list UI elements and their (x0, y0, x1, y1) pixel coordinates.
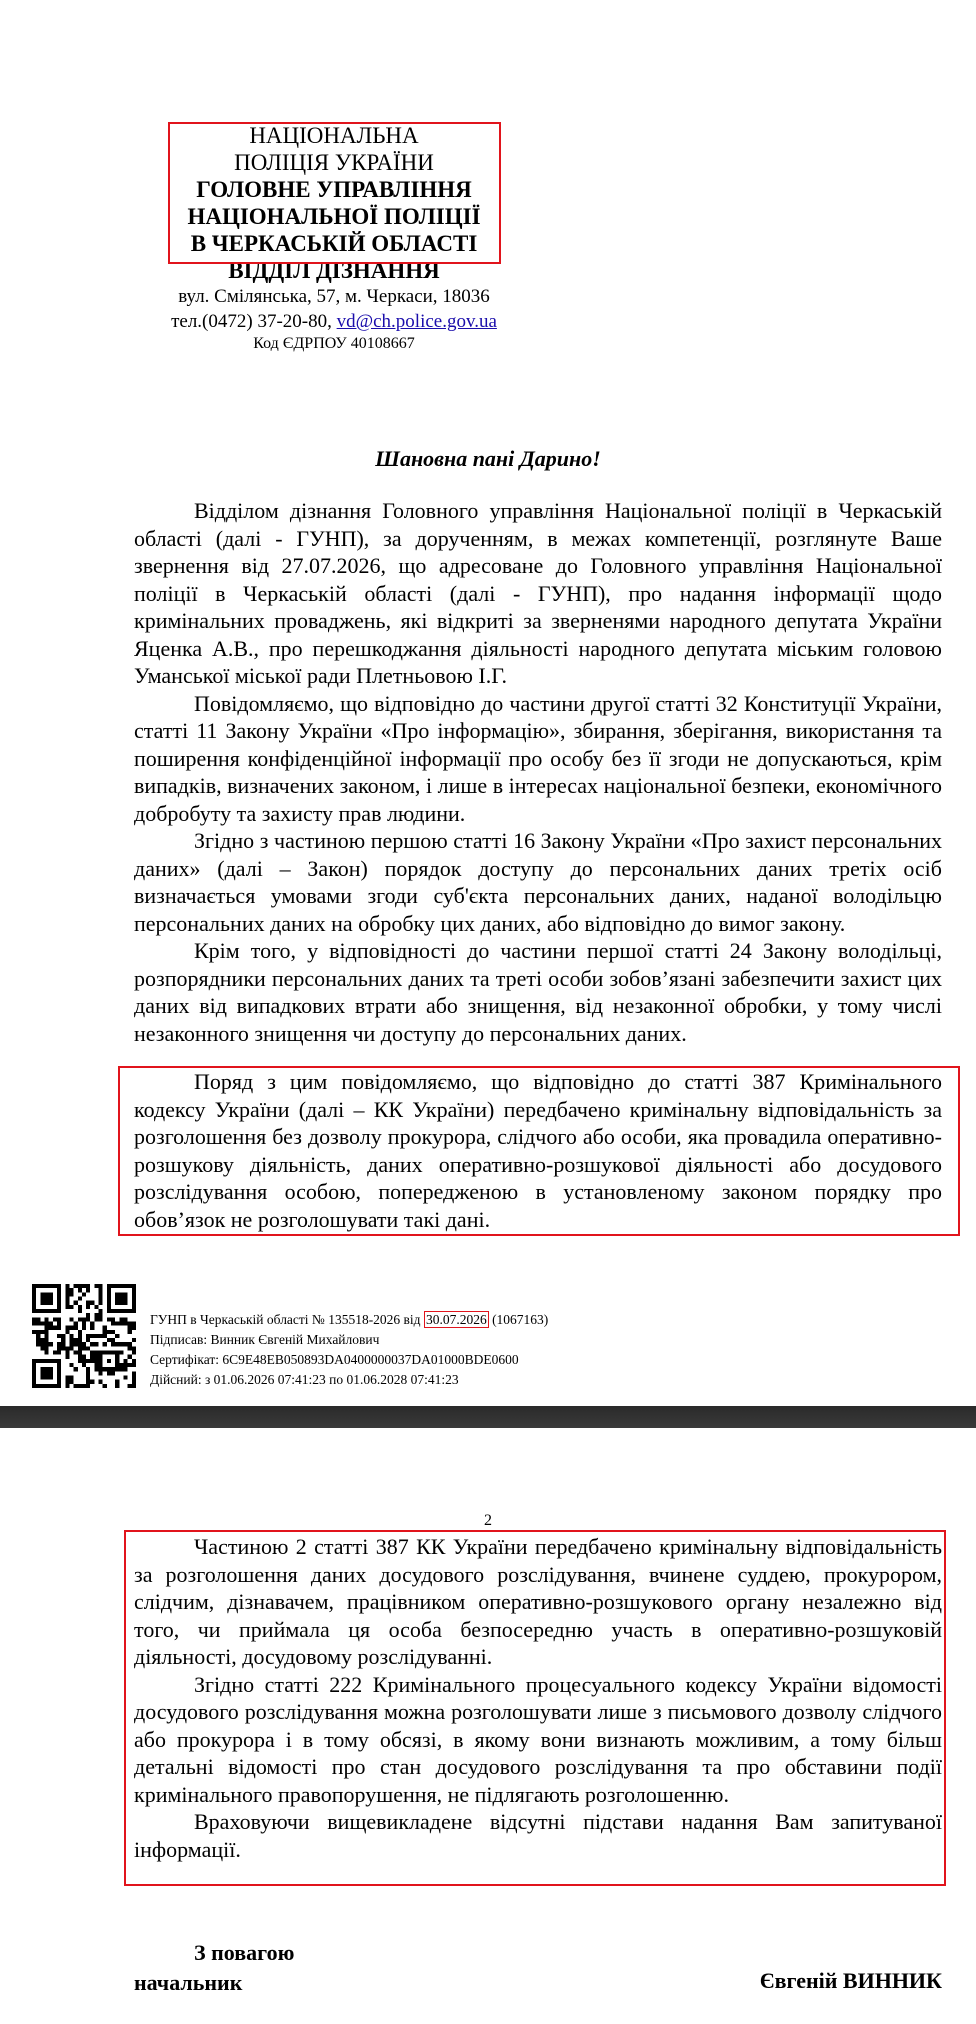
registration-date: 30.07.2026 (425, 1312, 487, 1327)
paragraph: Відділом дізнання Головного управління Національної поліції в Черкаській області (далі - ГУНП), за дорученням, в межах компетенції, розглянуте Ваше звернення від 27.07.2026, що адресоване до Головного управління Національної поліції в Черкаській області (далі - ГУНП), про надання інформації щодо кримінальних проваджень, які відкриті за зверненями народного депутата України Яценка А.В., про перешкоджання діяльності народного депутата міським головою Уманської міської ради Плетньовою І.Г. (134, 498, 942, 688)
page2-highlight-box (124, 1530, 946, 1886)
paragraph: Враховуючи вищевикладене відсутні підстави надання Вам запитуваної інформації. (134, 1809, 942, 1862)
signer-name: Євгеній ВИННИК (759, 1968, 942, 1993)
signer-position: начальник (134, 1970, 243, 1995)
contacts (134, 309, 534, 334)
registration-line (150, 1310, 548, 1330)
letterhead-line: НАЦІОНАЛЬНА (249, 123, 419, 148)
greeting: Шановна пані Дарино! (375, 446, 601, 471)
validity-line: Дійсний: з 01.06.2026 07:41:23 по 01.06.2028 07:41:23 (150, 1372, 459, 1387)
signer-line: Підписав: Винник Євгеній Михайлович (150, 1332, 380, 1347)
page-break (0, 1406, 976, 1428)
letterhead-line: НАЦІОНАЛЬНОЇ ПОЛІЦІЇ (187, 204, 481, 229)
letterhead-line: ГОЛОВНЕ УПРАВЛІННЯ (196, 177, 472, 202)
email-link[interactable]: vd@ch.police.gov.ua (336, 311, 497, 332)
digital-signature-info (150, 1310, 548, 1390)
letterhead-line: ПОЛІЦІЯ УКРАЇНИ (234, 150, 434, 175)
header-highlight-box (168, 122, 501, 264)
paragraph: Крім того, у відповідності до частини першої статті 24 Закону володільці, розпорядники персональних даних та треті особи зобов’язані забезпечити захист цих даних від випадкових втрати або знищення, від незаконної обробки, у тому числі незаконного знищення чи доступу до персональних даних. (134, 938, 942, 1046)
phone: тел.(0472) 37-20-80, (171, 311, 337, 332)
paragraph: Повідомляємо, що відповідно до частини другої статті 32 Конституції України, статті 11 Закону України «Про інформацію», збирання, зберігання, використання та поширення конфіденційної інформації про особу без її згоди не допускаються, крім випадків, визначених законом, і лише в інтересах національної безпеки, економічного добробуту та захисту прав людини. (134, 690, 942, 826)
letterhead-line: В ЧЕРКАСЬКІЙ ОБЛАСТІ (190, 231, 478, 256)
paragraph: Поряд з цим повідомляємо, що відповідно до статті 387 Кримінального кодексу України (далі – КК України) передбачено кримінальну відповідальність за розголошення без дозволу прокурора, слідчого або особи, яка провадила оперативно-розшукову діяльність, даних оперативно-розшукової діяльності або досудового розслідування особою, попередженою в установленому законом порядку про обов’язок не розголошувати такі дані. (134, 1069, 942, 1232)
paragraph-highlight-box (118, 1066, 960, 1236)
closing-block (134, 1938, 294, 1998)
registration-id: (1067163) (488, 1312, 549, 1327)
certificate-line: Сертифікат: 6C9E48EB050893DA0400000037DA01000BDE0600 (150, 1352, 519, 1367)
paragraph: Згідно статті 222 Кримінального процесуального кодексу України відомості досудового розслідування можна розголошувати лише з письмового дозволу слідчого або прокурора і в тому обсязі, в якому вони визнають можливим, а тому більш детальні відомості про стан досудового розслідування та про обставини події кримінального правопорушення, не підлягають розголошенню. (134, 1671, 942, 1807)
qr-code (32, 1284, 136, 1388)
paragraph: Частиною 2 статті 387 КК України передбачено кримінальну відповідальність за розголошення даних досудового розслідування, вчинене суддею, прокурором, слідчим, дізнавачем, працівником оперативно-розшукового органу незалежно від того, чи приймала ця особа безпосередню участь в оперативно-розшуковій діяльності, досудовому розслідуванні. (134, 1534, 942, 1669)
address: вул. Смілянська, 57, м. Черкаси, 18036 (178, 286, 490, 307)
department-name: ВІДДІЛ ДІЗНАННЯ (228, 258, 440, 283)
paragraph: Згідно з частиною першою статті 16 Закону України «Про захист персональних даних» (далі – Закон) порядок доступу до персональних даних третіх осіб визначається умовами згоди суб'єкта персональних даних, наданої володільцю персональних даних на обробку цих даних, або відповідно до вимог закону. (134, 828, 942, 936)
letter-body-page1 (134, 497, 942, 1047)
registration-number: ГУНП в Черкаській області № 135518-2026 від (150, 1312, 424, 1327)
edrpou-code: Код ЄДРПОУ 40108667 (253, 335, 415, 352)
closing-phrase: З повагою (194, 1940, 295, 1965)
page-number: 2 (484, 1512, 492, 1529)
